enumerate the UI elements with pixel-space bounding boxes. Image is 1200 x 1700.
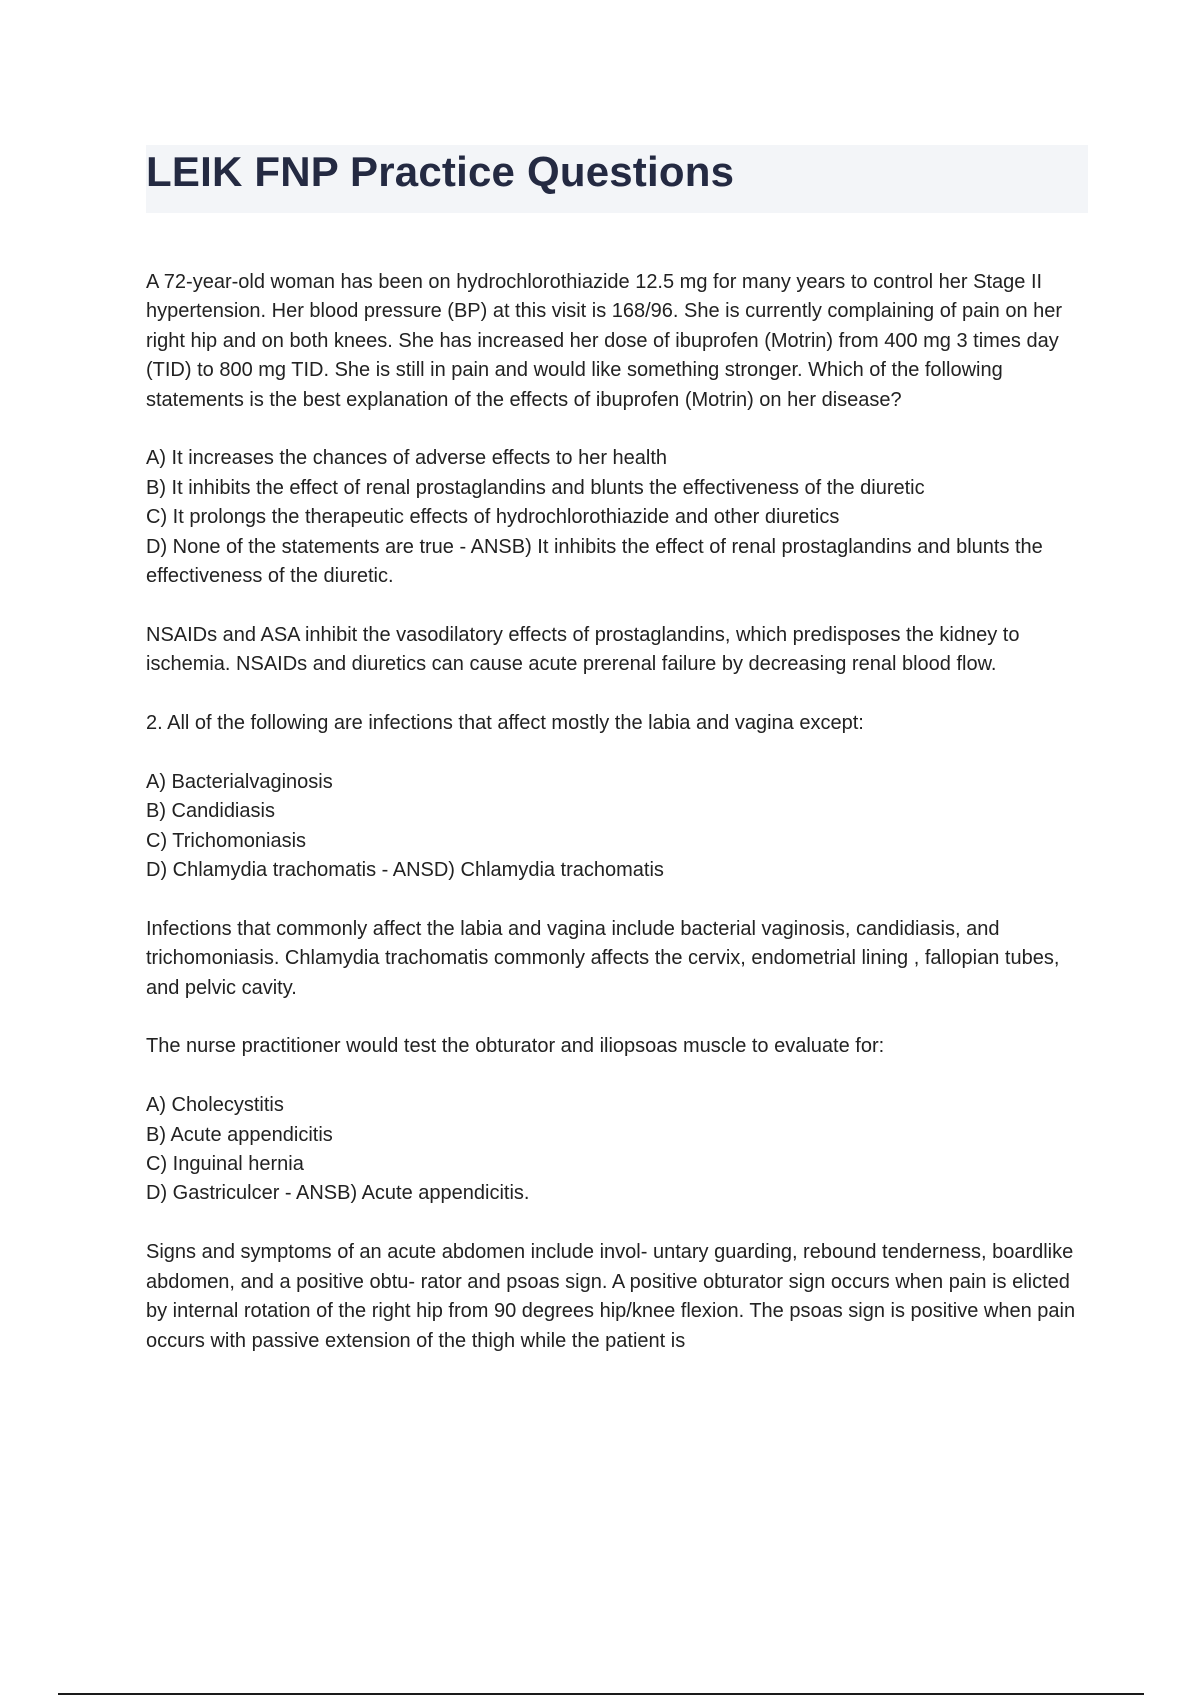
question-3-option-a: A) Cholecystitis xyxy=(146,1094,284,1117)
question-1-stem: A 72-year-old woman has been on hydrochlorothiazide 12.5 mg for many years to control her Stage II hypertension. Her blood pressure (BP) at this visit is 168/96. She is currently complaining of pain on her right hip and on both knees. She has increased her dose of ibuprofen (Motrin) from 400 mg 3 times day (TID) to 800 mg TID. She is still in pain and would like something stronger. Which of the following statements is the best explanation of the effects of ibuprofen (Motrin) on her disease? xyxy=(146,271,1063,411)
document-body xyxy=(146,268,1091,1385)
question-2-options xyxy=(146,768,1091,886)
question-3-explanation: Signs and symptoms of an acute abdomen include invol- untary guarding, rebound tenderness, boardlike abdomen, and a positive obtu- rator and psoas sign. A positive obturator sign occurs when pain is elicted by internal rotation of the right hip from 90 degrees hip/knee flexion. The psoas sign is positive when pain occurs with passive extension of the thigh while the patient is xyxy=(146,1241,1076,1352)
question-2-option-a: A) Bacterialvaginosis xyxy=(146,770,333,793)
question-1-option-c: C) It prolongs the therapeutic effects of hydrochlorothiazide and other diuretics xyxy=(146,506,840,529)
question-2-option-d-answer: D) Chlamydia trachomatis - ANSD) Chlamydia trachomatis xyxy=(146,859,664,882)
question-3-option-c: C) Inguinal hernia xyxy=(146,1153,304,1176)
question-3-options xyxy=(146,1091,1091,1209)
question-3-option-d-answer: D) Gastriculcer - ANSB) Acute appendicitis. xyxy=(146,1182,530,1205)
question-3-option-b: B) Acute appendicitis xyxy=(146,1123,333,1146)
page-title: LEIK FNP Practice Questions xyxy=(146,148,735,195)
question-2-stem: 2. All of the following are infections that affect mostly the labia and vagina except: xyxy=(146,712,864,735)
question-2-explanation: Infections that commonly affect the labia and vagina include bacterial vaginosis, candidiasis, and trichomoniasis. Chlamydia trachomatis commonly affects the cervix, endometrial lining , fallopian tubes, and pelvic cavity. xyxy=(146,917,1060,999)
question-1-option-d-answer: D) None of the statements are true - ANSB) It inhibits the effect of renal prostaglandins and blunts the effectiveness of the diuretic. xyxy=(146,535,1043,588)
question-1-explanation: NSAIDs and ASA inhibit the vasodilatory effects of prostaglandins, which predisposes the kidney to ischemia. NSAIDs and diuretics can cause acute prerenal failure by decreasing renal blood flow. xyxy=(146,623,1020,676)
question-1-options xyxy=(146,444,1091,591)
question-2-option-b: B) Candidiasis xyxy=(146,800,275,823)
question-2-option-c: C) Trichomoniasis xyxy=(146,829,307,852)
question-1-option-a: A) It increases the chances of adverse effects to her health xyxy=(146,447,668,470)
question-3-stem: The nurse practitioner would test the obturator and iliopsoas muscle to evaluate for: xyxy=(146,1035,885,1058)
page-bottom-rule xyxy=(58,1693,1144,1695)
question-1-option-b: B) It inhibits the effect of renal prostaglandins and blunts the effectiveness of the diuretic xyxy=(146,476,925,499)
